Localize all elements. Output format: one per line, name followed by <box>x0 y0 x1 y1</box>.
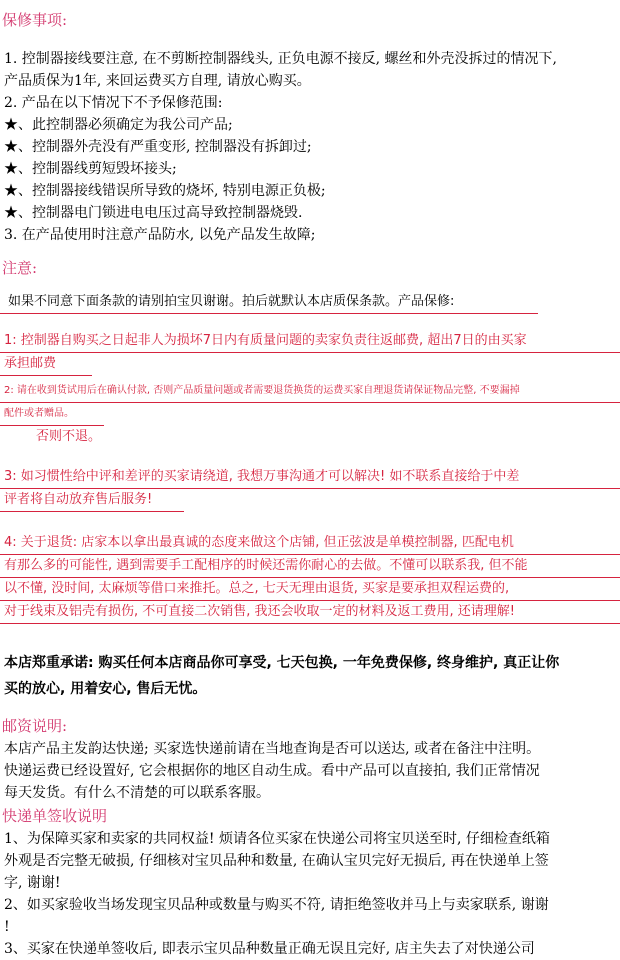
warranty-section <box>0 8 620 32</box>
notice-intro-block <box>0 291 620 314</box>
signing-line: 外观是否完整无破损, 仔细核对宝贝品种和数量, 在确认宝贝完好无损后, 再在快递单上签 <box>4 853 549 869</box>
warranty-line: ★、控制器电门锁进电电压过高导致控制器烧毁. <box>4 205 303 221</box>
signing-line: 3、买家在快递单签收后, 即表示宝贝品种数量正确无误且完好, 店主失去了对快递公司 <box>4 941 535 957</box>
warranty-line: ★、控制器线剪短毁坏接头; <box>4 161 177 177</box>
signing-line: 2、如买家验收当场发现宝贝品种或数量与购买不符, 请拒绝签收并马上与卖家联系, 谢谢 <box>4 897 549 913</box>
notice-item-4 <box>0 532 620 624</box>
signing-section <box>0 804 620 960</box>
warranty-title: 保修事项: <box>2 11 68 29</box>
signing-title: 快递单签收说明 <box>2 807 108 825</box>
promise-line: 买的放心, 用着安心, 售后无忧。 <box>4 681 207 697</box>
signing-line: ! <box>4 919 10 935</box>
notice-item-line: 配件或者赠品。 <box>0 403 104 426</box>
notice-item-line: 2: 请在收到货试用后在确认付款, 否则产品质量问题或者需要退货换货的运费买家自理退货请保证物品完整, 不要漏掉 <box>0 380 620 403</box>
warranty-line: 3. 在产品使用时注意产品防水, 以免产品发生故障; <box>4 227 316 243</box>
notice-item-1 <box>0 330 620 376</box>
shipping-line: 本店产品主发韵达快递; 买家选快递前请在当地查询是否可以送达, 或者在备注中注明。 <box>4 741 541 757</box>
notice-item-tail: 否则不退。 <box>36 429 102 444</box>
promise-line: 本店郑重承诺: 购买任何本店商品你可享受, 七天包换, 一年免费保修, 终身维护, 真正让你 <box>4 655 560 671</box>
notice-item-line: 以不懂, 没时间, 太麻烦等借口来推托。总之, 七天无理由退货, 买家是要承担双程运费的, <box>0 578 620 601</box>
warranty-line: ★、控制器接线错误所导致的烧坏, 特别电源正负极; <box>4 183 326 199</box>
signing-line: 1、为保障买家和卖家的共同权益! 烦请各位买家在快递公司将宝贝送至时, 仔细检查纸箱 <box>4 831 550 847</box>
notice-item-line: 承担邮费 <box>0 353 92 376</box>
notice-item-line: 对于线束及铝壳有损伤, 不可直接二次销售, 我还会收取一定的材料及返工费用, 还请理解! <box>0 601 620 624</box>
notice-item-2 <box>0 380 620 448</box>
shipping-line: 每天发货。有什么不清楚的可以联系客服。 <box>4 785 270 801</box>
notice-intro: 如果不同意下面条款的请别拍宝贝谢谢。拍后就默认本店质保条款。产品保修: <box>0 291 538 314</box>
signing-line: 字, 谢谢! <box>4 875 61 891</box>
warranty-line: 产品质保为1年, 来回运费买方自理, 请放心购买。 <box>4 73 311 89</box>
warranty-line: ★、此控制器必须确定为我公司产品; <box>4 117 233 133</box>
notice-item-line: 3: 如习惯性给中评和差评的买家请绕道, 我想万事沟通才可以解决! 如不联系直接给于中差 <box>0 466 620 489</box>
warranty-line: 2. 产品在以下情况下不予保修范围: <box>4 95 223 111</box>
store-promise <box>0 650 620 702</box>
shipping-line: 快递运费已经设置好, 它会根据你的地区自动生成。看中产品可以直接拍, 我们正常情况 <box>4 763 540 779</box>
notice-item-3 <box>0 466 620 512</box>
warranty-line: ★、控制器外壳没有严重变形, 控制器没有拆卸过; <box>4 139 312 155</box>
notice-section <box>0 256 620 280</box>
notice-title: 注意: <box>2 259 38 277</box>
notice-item-line: 评者将自动放弃售后服务! <box>0 489 184 512</box>
shipping-title: 邮资说明: <box>2 717 68 735</box>
warranty-lines <box>0 48 620 246</box>
notice-item-line: 4: 关于退货: 店家本以拿出最真诚的态度来做这个店铺, 但正弦波是单模控制器, 匹配电机 <box>0 532 620 555</box>
notice-item-line: 1: 控制器自购买之日起非人为损坏7日内有质量问题的卖家负责往返邮费, 超出7日的由买家 <box>0 330 620 353</box>
shipping-section <box>0 714 620 804</box>
notice-item-line: 有那么多的可能性, 遇到需要手工配相序的时候还需你耐心的去做。不懂可以联系我, 但不能 <box>0 555 620 578</box>
warranty-line: 1. 控制器接线要注意, 在不剪断控制器线头, 正负电源不接反, 螺丝和外壳没拆过的情况下, <box>4 51 557 67</box>
